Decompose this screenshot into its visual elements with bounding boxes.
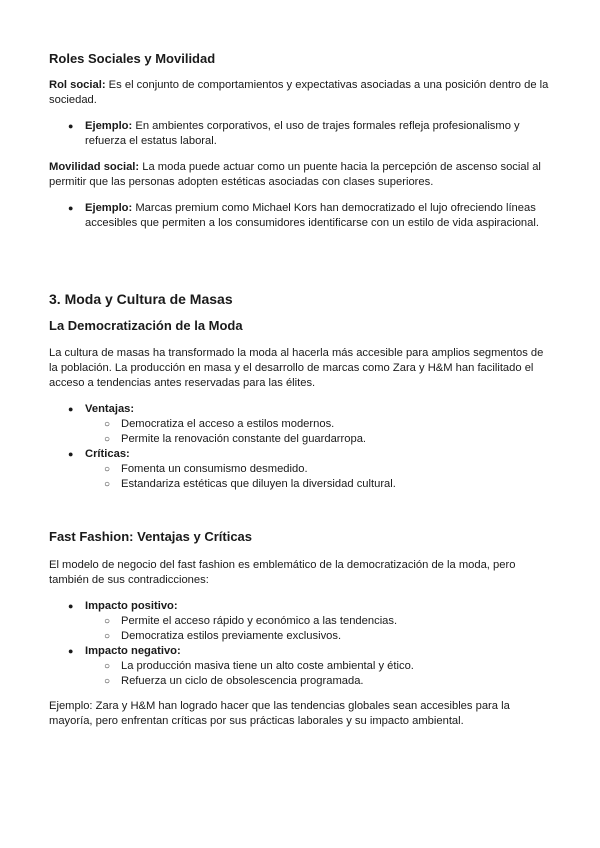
example-term: Ejemplo: xyxy=(85,120,133,132)
rol-social-example-list xyxy=(49,119,549,149)
circle-bullet-icon: ○ xyxy=(104,676,111,687)
bullet-icon: ● xyxy=(68,121,74,131)
democratizacion-list xyxy=(49,402,549,492)
sublist-item-text: Estandariza estéticas que diluyen la diversidad cultural. xyxy=(121,478,396,490)
list-item xyxy=(49,119,549,149)
sublist-item-text: Democratiza estilos previamente exclusivos. xyxy=(121,630,342,642)
subheading-fast-fashion: Fast Fashion: Ventajas y Críticas xyxy=(49,529,253,544)
sublist-item-text: Permite el acceso rápido y económico a las tendencias. xyxy=(121,615,398,627)
movilidad-social-paragraph xyxy=(49,160,549,190)
ventajas-label: Ventajas: xyxy=(85,403,135,415)
list-item-positivo xyxy=(49,599,549,644)
circle-bullet-icon: ○ xyxy=(104,479,111,490)
example-text: Marcas premium como Michael Kors han democratizado el lujo ofreciendo líneas accesibles que permiten a los consumidores identificarse con un estilo de vida aspiracional. xyxy=(85,202,539,229)
fast-fashion-intro: El modelo de negocio del fast fashion es emblemático de la democratización de la moda, pero también de sus contradicciones: xyxy=(49,559,516,586)
rol-social-text: Es el conjunto de comportamientos y expectativas asociadas a una posición dentro de la sociedad. xyxy=(49,79,549,106)
sublist-item xyxy=(85,674,549,689)
example-term: Ejemplo: xyxy=(85,202,133,214)
circle-bullet-icon: ○ xyxy=(104,631,111,642)
negativo-sublist xyxy=(85,659,549,689)
circle-bullet-icon: ○ xyxy=(104,616,111,627)
sublist-item xyxy=(85,432,549,447)
positivo-label: Impacto positivo: xyxy=(85,600,178,612)
sublist-item xyxy=(85,477,549,492)
ventajas-sublist xyxy=(85,417,549,447)
bullet-icon: ● xyxy=(68,449,74,459)
list-item-ventajas xyxy=(49,402,549,447)
circle-bullet-icon: ○ xyxy=(104,419,111,430)
list-item-criticas xyxy=(49,447,549,492)
list-item-negativo xyxy=(49,644,549,689)
bullet-icon: ● xyxy=(68,646,74,656)
example-text: En ambientes corporativos, el uso de trajes formales refleja profesionalismo y refuerza el estatus laboral. xyxy=(85,120,520,147)
circle-bullet-icon: ○ xyxy=(104,464,111,475)
criticas-label: Críticas: xyxy=(85,448,130,460)
sublist-item xyxy=(85,614,549,629)
sublist-item xyxy=(85,417,549,432)
list-item xyxy=(49,201,549,231)
bullet-icon: ● xyxy=(68,203,74,213)
sublist-item xyxy=(85,629,549,644)
rol-social-term: Rol social: xyxy=(49,79,106,91)
movilidad-social-term: Movilidad social: xyxy=(49,161,140,173)
rol-social-paragraph xyxy=(49,78,549,108)
section-heading-3: 3. Moda y Cultura de Masas xyxy=(49,291,233,307)
sublist-item xyxy=(85,659,549,674)
subheading-democratizacion: La Democratización de la Moda xyxy=(49,318,243,333)
fast-fashion-list xyxy=(49,599,549,689)
democratizacion-intro: La cultura de masas ha transformado la moda al hacerla más accesible para amplios segmentos de la población. La producción en masa y el desarrollo de marcas como Zara y H&M han facilitado el acceso a tendencias antes reservadas para las élites. xyxy=(49,347,544,389)
movilidad-example-list xyxy=(49,201,549,231)
sublist-item-text: Democratiza el acceso a estilos modernos. xyxy=(121,418,335,430)
movilidad-social-text: La moda puede actuar como un puente hacia la percepción de ascenso social al permitir que las personas adopten estéticas asociadas con clases superiores. xyxy=(49,161,541,188)
fast-fashion-closing: Ejemplo: Zara y H&M han logrado hacer que las tendencias globales sean accesibles para la mayoría, pero enfrentan críticas por sus prácticas laborales y su impacto ambiental. xyxy=(49,700,510,727)
bullet-icon: ● xyxy=(68,601,74,611)
positivo-sublist xyxy=(85,614,549,644)
sublist-item-text: Fomenta un consumismo desmedido. xyxy=(121,463,308,475)
sublist-item xyxy=(85,462,549,477)
circle-bullet-icon: ○ xyxy=(104,434,111,445)
negativo-label: Impacto negativo: xyxy=(85,645,181,657)
criticas-sublist xyxy=(85,462,549,492)
circle-bullet-icon: ○ xyxy=(104,661,111,672)
sublist-item-text: Permite la renovación constante del guardarropa. xyxy=(121,433,367,445)
sublist-item-text: La producción masiva tiene un alto coste ambiental y ético. xyxy=(121,660,414,672)
bullet-icon: ● xyxy=(68,404,74,414)
sublist-item-text: Refuerza un ciclo de obsolescencia programada. xyxy=(121,675,364,687)
section-heading-roles: Roles Sociales y Movilidad xyxy=(49,51,216,66)
